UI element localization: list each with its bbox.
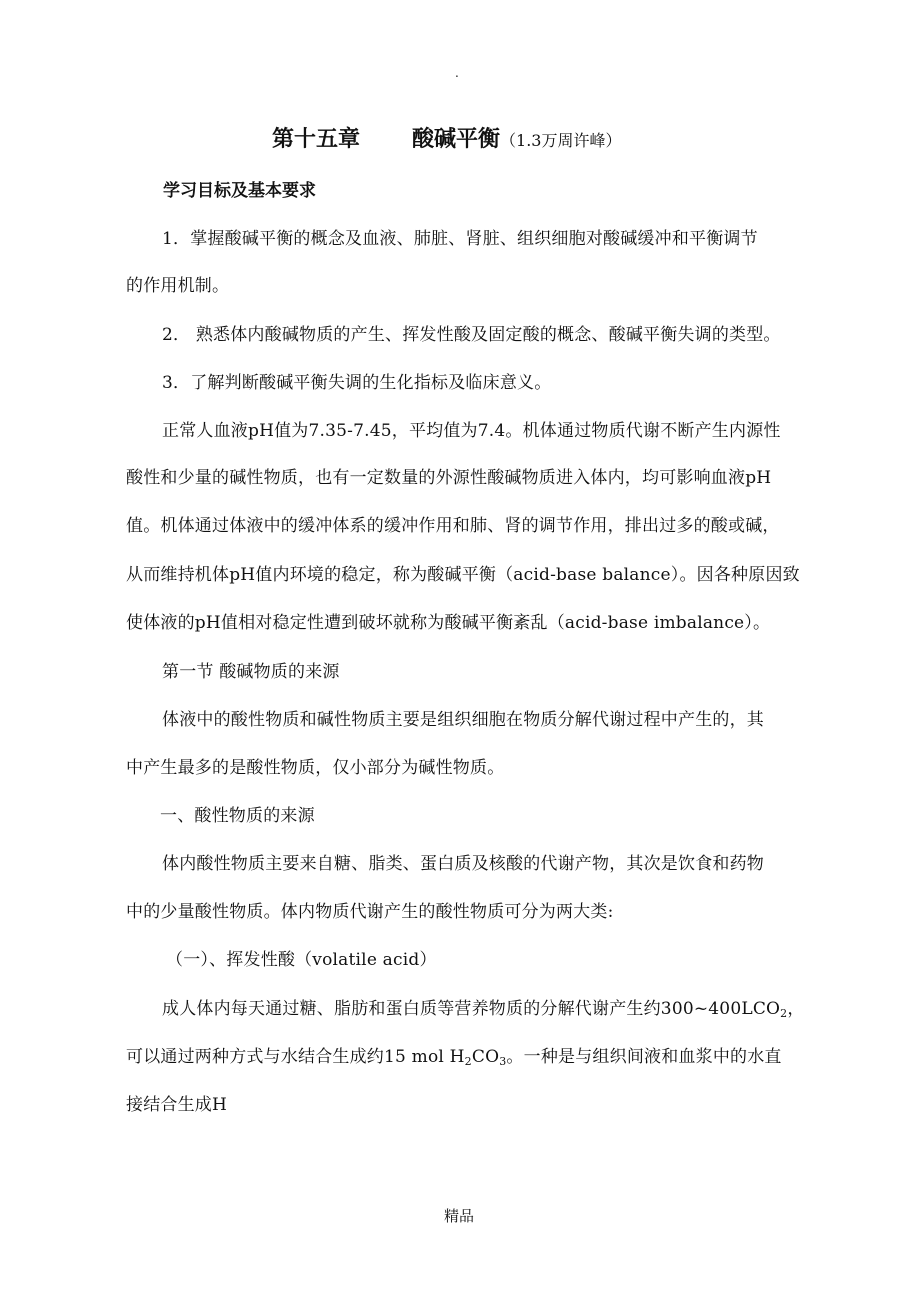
subscript: 3 [499,1055,507,1068]
volatile-line-1-text: 成人体内每天通过糖、脂肪和蛋白质等营养物质的分解代谢产生约300~400LCO [162,999,781,1019]
intro-line-2: 酸性和少量的碱性物质，也有一定数量的外源性酸碱物质进入体内，均可影响血液pH [126,468,772,488]
intro-line-1: 正常人血液pH值为7.35-7.45，平均值为7.4。机体通过物质代谢不断产生内源性 [162,421,781,441]
intro-line-5: 使体液的pH值相对稳定性遭到破坏就称为酸碱平衡紊乱（acid-base imbalance）。 [126,613,771,633]
section-1-para-line-2: 中产生最多的是酸性物质，仅小部分为碱性物质。 [126,758,505,778]
volatile-acid-heading: （一）、挥发性酸（volatile acid） [166,950,437,970]
acid-sources-line-1: 体内酸性物质主要来自糖、脂类、蛋白质及核酸的代谢产物，其次是饮食和药物 [162,854,764,874]
intro-line-4: 从而维持机体pH值内环境的稳定，称为酸碱平衡（acid-base balance）。因各种原因致 [126,565,800,585]
page-footer: 精品 [444,1207,475,1225]
volatile-line-2-end: 。一种是与组织间液和血浆中的水直 [506,1047,782,1067]
volatile-line-2-text: 可以通过两种方式与水结合生成约15 mol H [126,1047,465,1067]
objective-2: 2． 熟悉体内酸碱物质的产生、挥发性酸及固定酸的概念、酸碱平衡失调的类型。 [162,325,781,345]
header-mark: . [455,66,459,80]
intro-line-3: 值。机体通过体液中的缓冲体系的缓冲作用和肺、肾的调节作用，排出过多的酸或碱， [126,516,780,536]
chapter-title [272,122,621,153]
acid-sources-line-2: 中的少量酸性物质。体内物质代谢产生的酸性物质可分为两大类: [126,902,614,922]
subscript: 2 [464,1055,472,1068]
chapter-number: 第十五章 [272,126,361,152]
volatile-line-1-end: ， [787,999,805,1019]
chapter-name: 酸碱平衡 [412,126,501,152]
objective-3: 3．了解判断酸碱平衡失调的生化指标及临床意义。 [162,373,552,393]
objective-1-line-1: 1．掌握酸碱平衡的概念及血液、肺脏、肾脏、组织细胞对酸碱缓冲和平衡调节 [162,229,758,249]
section-1-para-line-1: 体液中的酸性物质和碱性物质主要是组织细胞在物质分解代谢过程中产生的，其 [162,710,764,730]
chapter-note: （1.3万周许峰） [500,131,622,150]
volatile-line-1 [162,994,805,1019]
acid-sources-heading: 一、酸性物质的来源 [160,806,315,826]
volatile-line-2 [126,1042,782,1067]
objectives-heading: 学习目标及基本要求 [163,181,316,201]
subscript: 2 [780,1007,788,1020]
volatile-line-3: 接结合生成H [126,1095,228,1115]
objective-1-line-2: 的作用机制。 [126,276,230,296]
volatile-line-2-mid: CO [471,1047,500,1067]
section-1-heading: 第一节 酸碱物质的来源 [162,662,340,682]
